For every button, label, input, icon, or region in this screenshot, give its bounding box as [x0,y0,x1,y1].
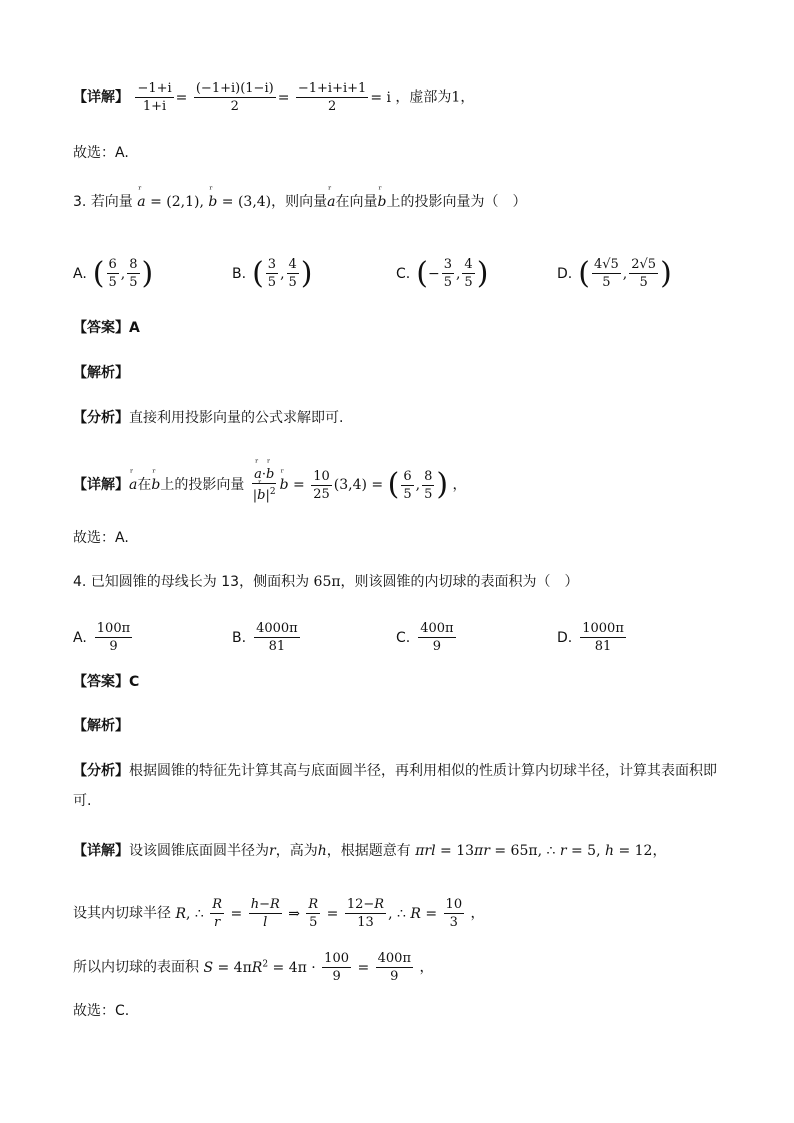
q3-stem: 3. 若向量 ʳ a = (2,1), ʳ b = (3,4)，则向量ʳ a在向量ʳ b上的投影向量为（ ） [73,192,526,212]
q3-option-d: D. ( $\frac{4√5}{5}$ , $\frac{2√5}{5}$ ) [557,255,672,291]
q3-choice: 故选：A. [73,530,129,546]
q4-formula-3: $S = 4\pi R^2 = 4\pi$ · $\frac{100}{9}$ = $\frac{400\pi}{9}$ [203,951,411,984]
q4-analysis-head: 【解析】 [73,718,129,734]
q4-detail-line: 【详解】设该圆锥底面圆半径为r，高为h，根据题意有 πrl = 13πr = 65π, ∴ r = 5, h = 12， [73,843,667,859]
q4-analysis-cont: 可. [73,793,92,809]
q3-vectors: ʳ a = (2,1), ʳ b = (3,4) [137,194,271,210]
q2-formula: $\frac{-1+i}{1+i}$ = $\frac{(-1+i)(1-i)}{2}$ = $\frac{-1+i+i+1}{2}$ = i [137,81,396,114]
q3-answer: 【答案】A [73,320,140,336]
q4-analysis: 【分析】根据圆锥的特征先计算其高与底面圆半径，再利用相似的性质计算内切球半径，计算其表面积即 [73,763,717,779]
q3-detail-line: 【详解】ʳ a在ʳ b上的投影向量 ʳ $\frac{\text{a·ʳ b}}{|ʳ b|^2}$ ʳ b = $\frac{10}{25}$ (3,4) = ( $\frac{6}{5}$ , $\frac{8}{5}$ ) ， [73,466,467,504]
q4-option-a: A. $\frac{100\pi}{9}$ [73,621,131,654]
q4-line3: 所以内切球的表面积 $S = 4\pi R^2 = 4\pi$ · $\frac{100}{9}$ = $\frac{400\pi}{9}$ ， [73,951,434,984]
q4-stem: 4. 已知圆锥的母线长为 13，侧面积为 65π，则该圆锥的内切球的表面积为（ ） [73,574,579,590]
q4-line2: 设其内切球半径 R, ∴ $\frac{R}{r}$ = $\frac{h-R}{l}$ ⇒ $\frac{R}{5}$ = $\frac{12-R}{13}$ , ∴ R = $\frac{10}{3}$ ， [73,897,485,930]
detail-label: 【详解】 [73,89,129,106]
q4-option-b: B. $\frac{4000\pi}{81}$ [232,621,298,654]
q2-detail-line: 【详解】 $\frac{-1+i}{1+i}$ = $\frac{(-1+i)(1-i)}{2}$ = $\frac{-1+i+i+1}{2}$ = i ，虚部为1， [73,81,475,114]
q4-answer: 【答案】C [73,674,140,690]
q4-formula-2: R, ∴ $\frac{R}{r}$ = $\frac{h-R}{l}$ ⇒ $\frac{R}{5}$ = $\frac{12-R}{13}$ , ∴ R = $\frac{10}{3}$ [175,897,463,930]
q3-option-c: C. (− $\frac{3}{5}$ , $\frac{4}{5}$ ) [396,255,489,291]
q3-analysis-head: 【解析】 [73,365,129,381]
q4-option-c: C. $\frac{400\pi}{9}$ [396,621,454,654]
q4-choice: 故选：C. [73,1003,130,1019]
q4-option-d: D. $\frac{1000\pi}{81}$ [557,621,624,654]
q3-formula: ʳ $\frac{\text{a·ʳ b}}{|ʳ b|^2}$ ʳ b = $\frac{10}{25}$ (3,4) = ( $\frac{6}{5}$ , $\frac{8}{5}$ ) [249,477,453,493]
q3-analysis: 【分析】直接利用投影向量的公式求解即可. [73,410,344,426]
q4-formula-1: πrl = 13πr = 65π, ∴ r = 5, h = 12 [415,843,653,859]
q2-choice: 故选：A. [73,145,129,161]
q3-option-b: B. ( $\frac{3}{5}$ , $\frac{4}{5}$ ) [232,255,313,291]
q3-option-a: A. ( $\frac{6}{5}$ , $\frac{8}{5}$ ) [73,255,154,291]
